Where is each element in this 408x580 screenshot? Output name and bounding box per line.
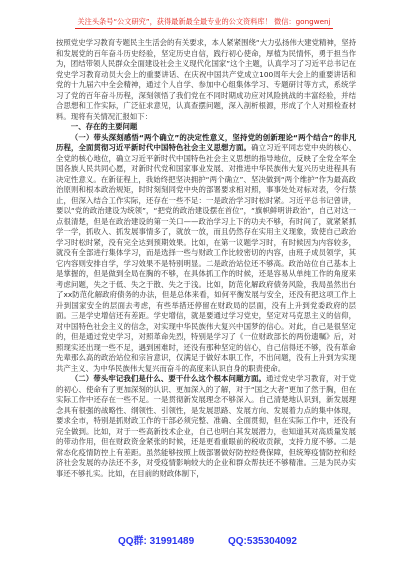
contact-footer <box>0 535 408 549</box>
problem-item-heading: （二）带头牢记我们是什么、要干什么这个根本问题方面。 <box>70 374 266 383</box>
promo-banner <box>0 9 408 29</box>
promo-banner-text: 关注头条号“公文研究”，获得最新最全最专业的公文资料库！ 微信：gongwenj <box>75 16 332 29</box>
section-heading: 一、存在的主要问题 <box>70 122 138 131</box>
problem-item-heading: （一）带头深刻感悟“两个确立”的决定性意义，坚持党的创新理论“两个结合”的非凡历程，全面贯彻习近平新时代中国特色社会主义思想方面。 <box>56 132 356 152</box>
problem-item <box>56 133 356 375</box>
document-body <box>56 38 356 530</box>
qq-group-number: QQ群: 31991489 <box>118 536 195 547</box>
qq-number: QQ:535304092 <box>228 536 297 547</box>
problem-item <box>56 374 356 479</box>
intro-paragraph: 按照党史学习教育专题民主生活会的有关要求，本人紧紧围绕“大力弘扬伟大建党精神，坚持和发展党的百年奋斗历史经验，坚定历史自信，践行初心使命，厚植为民情怀，勇于担当作为，团结带领人民群众全面建设社会主义现代化国家”这个主题，认真学习了习近平总书记在党史学习教育动员大会上的重要讲话、在庆祝中国共产党成立100周年大会上的重要讲话和党的十九届六中全会精神，通过个人自学、参加中心组集体学习、专题研讨等方式，系统学习了党的百年奋斗历程，深刻领悟了我们党在不同时期成功应对风险挑战的丰富经验，并结合思想和工作实际，广泛征求意见，认真查摆问题，深入剖析根源，形成了个人对照检查材料。现将有关情况汇报如下： <box>56 38 356 121</box>
problem-item-text: 通过党史学习教育，对于党的初心、使命有了更加深刻的认识、更加深入的了解，对于“国之大者”更加了然于胸，但在实际工作中还存在一些不足。一是贯彻新发展理念不够深入。自己清楚地认识到，新发展理念具有很强的战略性、纲领性、引领性，是发展思路、发展方向、发展着力点的集中体现，要求全市，特别是抓财政工作的干部必须完整、准确、全面贯彻，但在实际工作中，还没有完全做到。比如，对于一些高新技术企业，自己也明白其发展潜力，也知道其对高质量发展的带动作用，但在财政资金紧张的时候，还是更看重眼前的税收贡献，支持力度不够。二是常态化疫情防控上有差距。虽然能够按照上级部署做好防控经费保障，但统筹疫情防控和经济社会发展的办法还不多，对受疫情影响较大的企业和群众帮扶还不够精准。三是为民办实事还不够扎实。比如，在目前的财政体制下， <box>56 374 356 478</box>
problem-item-text: 确立习近平同志党中央的核心、全党的核心地位，确立习近平新时代中国特色社会主义思想的指导地位，反映了全党全军全国各族人民共同心愿，对新时代党和国家事业发展、对推进中华民族伟大复兴历史进程具有决定性意义。在新征程上，我始终把坚决拥护“两个确立”、坚决做到“两个维护”作为最高政治原则和根本政治规矩，时时刻刻同党中央的部署要求相对照，事事处处对标对表，令行禁止，但深入结合工作实际，还存在一些不足：一是政治学习时松时紧。习近平总书记曾讲，要以“党的政治建设为统领”，“把党的政治建设摆在首位”，“旗帜鲜明讲政治”，自己对这一点很清楚，但是在政治建设的第一关口——政治学习上下的功夫不够，有时间了，就紧紧抓学一学，抓收入、抓发展事情多了，就放一放，而且仍然存在实用主义现象，致使自己政治学习时松时紧，没有完全达到预期效果。比如，在第一议题学习时，有时候因为内容较多，就没有全部进行集体学习，而是选择一些与财政工作比较密切的内容，由班子成员领学，其它内容则安排自学，学习效果不是特别明显。二是政治站位还不够高。政治站位自己基本上是掌握的，但是做到全局在胸的不够，在具体抓工作的时候，还是容易从单纯工作的角度来考虑问题，失之于低、失之于散、失之于浅。比如，防范化解政府债务风险，我局虽然出台了xx防范化解政府债务的办法，但是总体来看，如何平衡发展与安全，还没有把这项工作上升到国家安全的层面去考虑，有些举措还停留在财政局的层面，没有上升到党委政府的层面。三是学史增信还有差距。学史增信，就是要通过学习党史，坚定对马克思主义的信仰，对中国特色社会主义的信念，对实现中华民族伟大复兴中国梦的信心。对此，自己是很坚定的，但是通过党史学习，对照革命先烈，特别是学习了《一位财政部长的两份遗嘱》后，对照现实还出现一些不足，遇到困难时，还没有那种坚定的信心，自己信得还不够，没有革命先辈那么高的政治站位和宗旨意识，仅满足于做好本职工作，不出问题，没有上升到为实现共产主义、为中华民族伟大复兴而奋斗的高度来认识自身的职责使命。 <box>56 143 356 373</box>
